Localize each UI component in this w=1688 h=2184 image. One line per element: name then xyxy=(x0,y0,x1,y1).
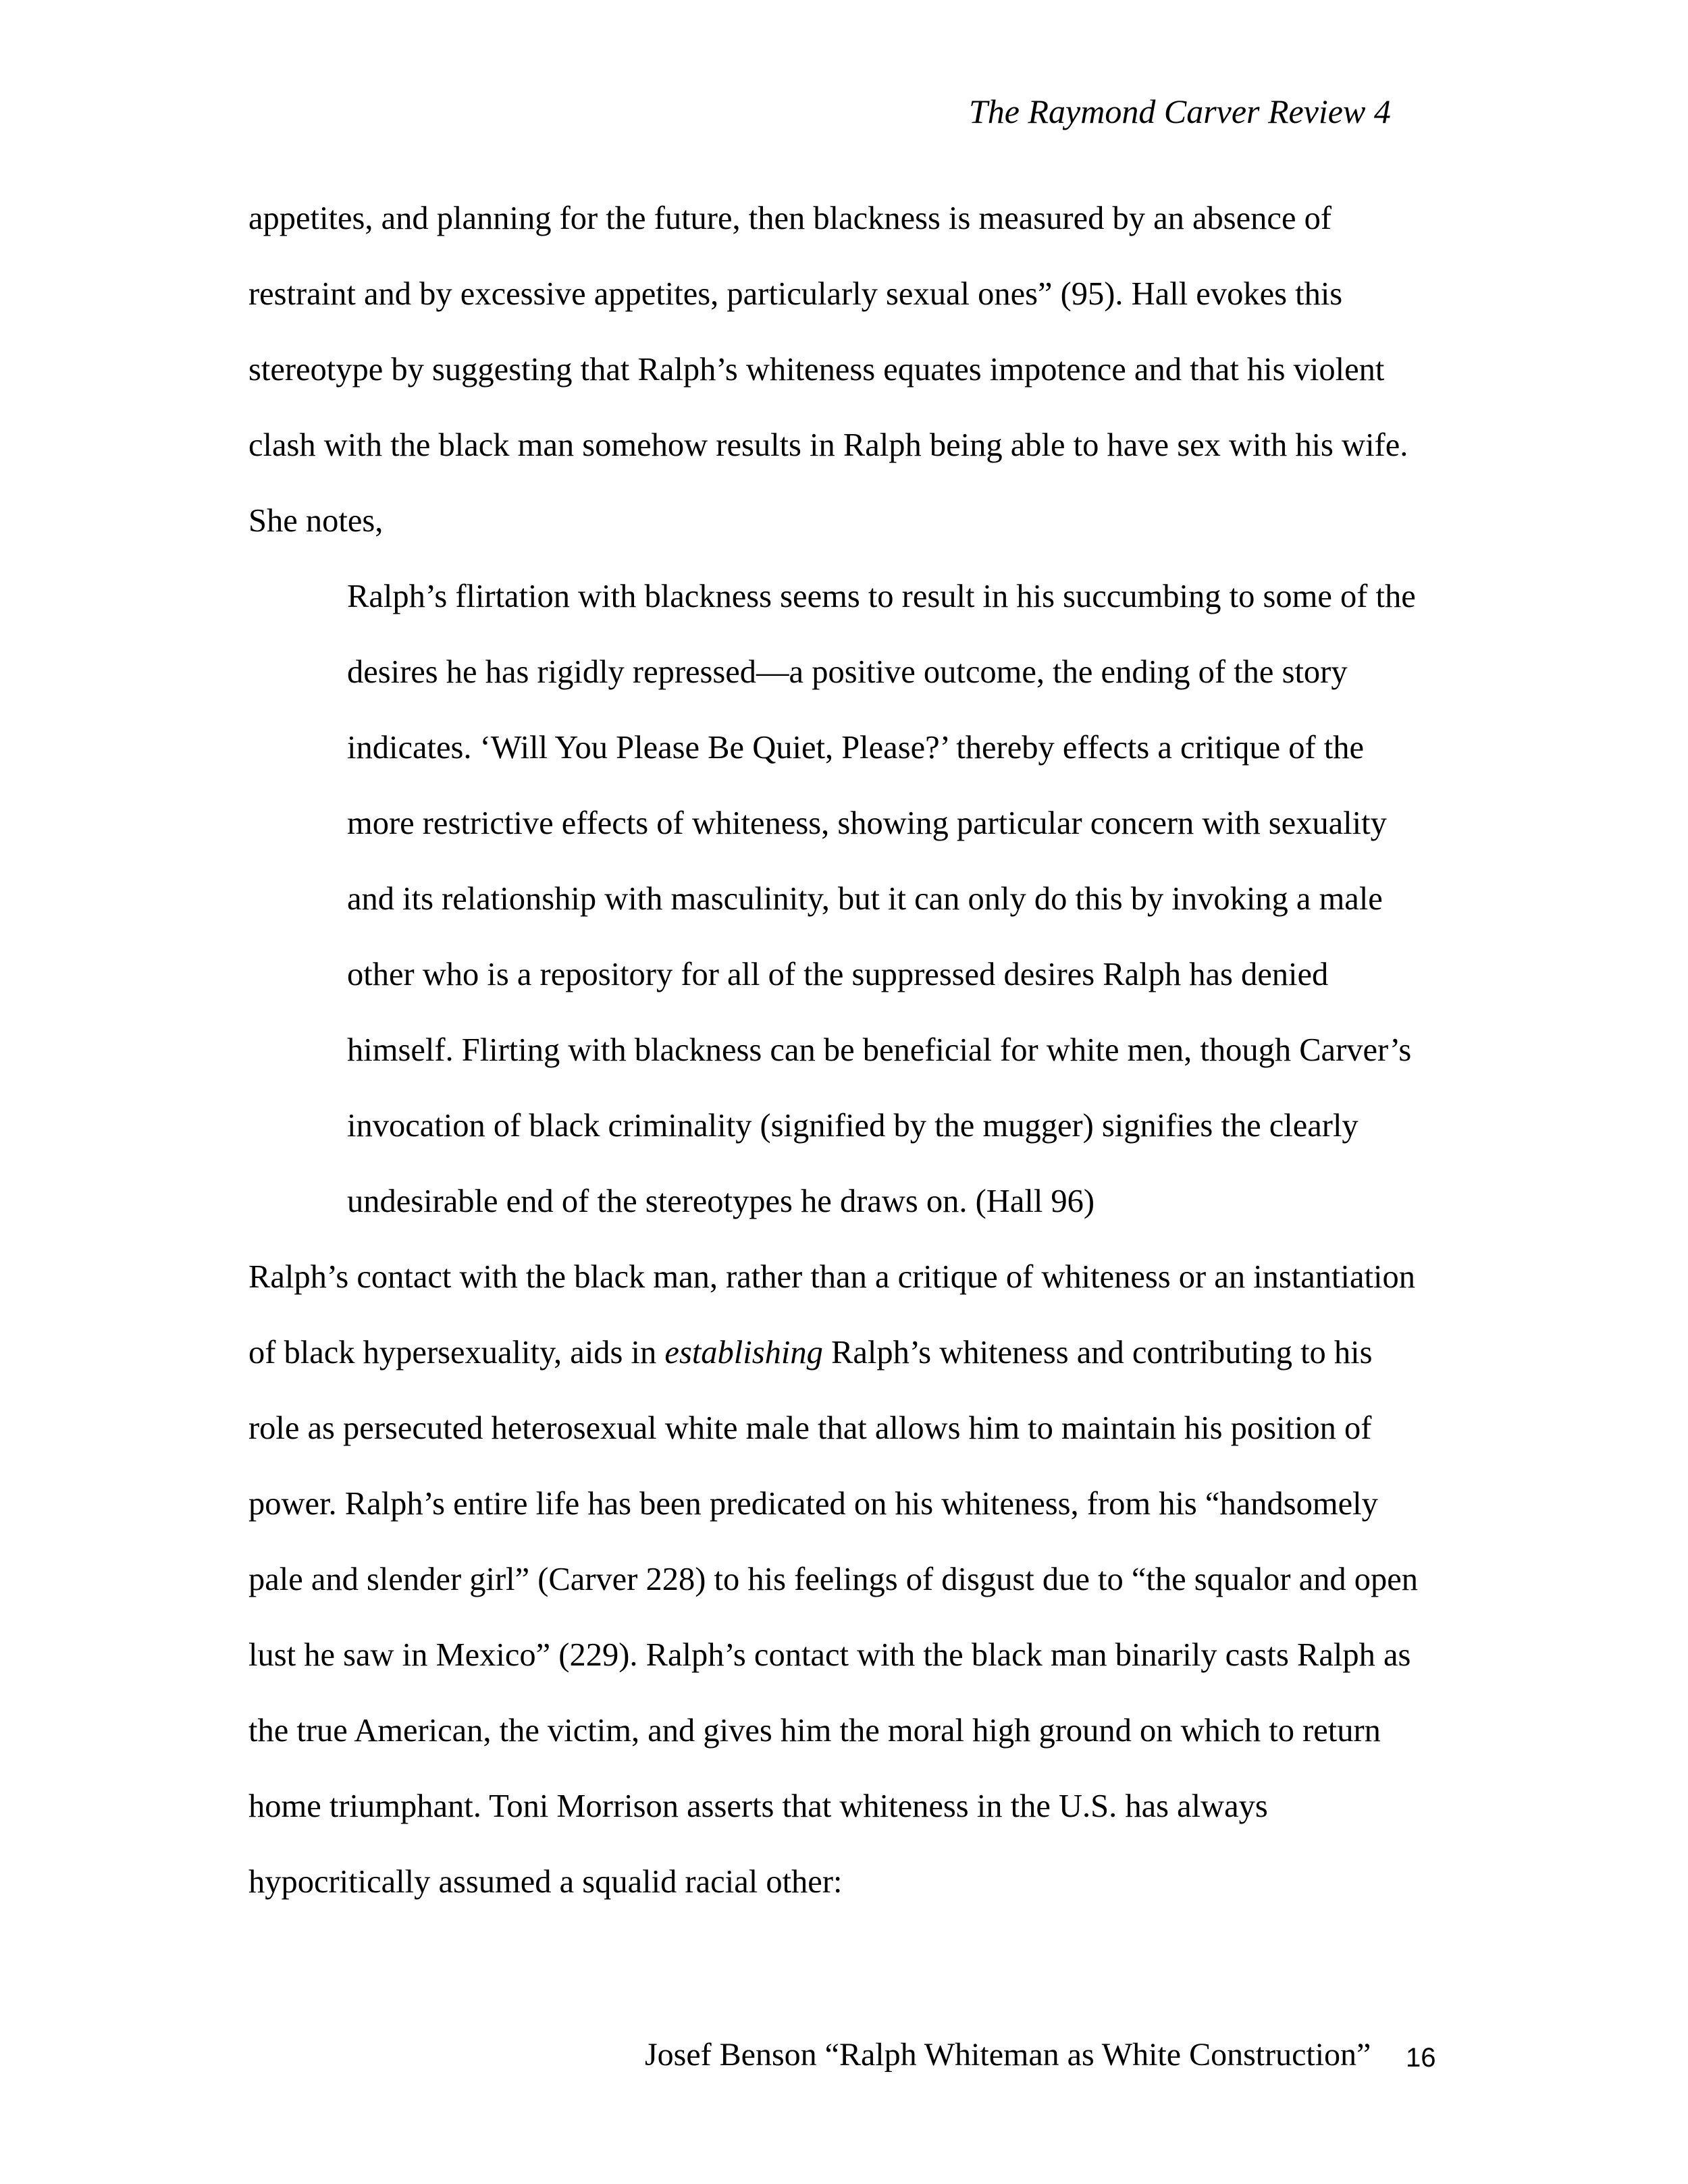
body-text-line: hypocritically assumed a squalid racial other: xyxy=(248,1864,843,1900)
body-text-line: role as persecuted heterosexual white male that allows him to maintain his position of xyxy=(248,1410,1372,1446)
italic-emphasis: establishing xyxy=(664,1335,823,1370)
running-head: The Raymond Carver Review 4 xyxy=(969,92,1391,130)
block-quote-line: undesirable end of the stereotypes he draws on. (Hall 96) xyxy=(347,1183,1095,1219)
body-text-segment: Ralph’s whiteness and contributing to his xyxy=(822,1335,1373,1370)
block-quote-line: and its relationship with masculinity, but it can only do this by invoking a male xyxy=(347,881,1383,917)
block-quote-line: other who is a repository for all of the suppressed desires Ralph has denied xyxy=(347,957,1329,992)
body-text-line: appetites, and planning for the future, then blackness is measured by an absence of xyxy=(248,201,1332,236)
page-number: 16 xyxy=(1406,2043,1436,2073)
block-quote-line: himself. Flirting with blackness can be beneficial for white men, though Carver’s xyxy=(347,1032,1412,1068)
block-quote-line: more restrictive effects of whiteness, showing particular concern with sexuality xyxy=(347,805,1387,841)
body-text-line: She notes, xyxy=(248,503,384,539)
body-text-line: lust he saw in Mexico” (229). Ralph’s contact with the black man binarily casts Ralph as xyxy=(248,1637,1411,1673)
body-text-line: power. Ralph’s entire life has been predicated on his whiteness, from his “handsomely xyxy=(248,1486,1378,1522)
body-text-segment: of black hypersexuality, aids in xyxy=(248,1335,665,1370)
body-text-line: restraint and by excessive appetites, particularly sexual ones” (95). Hall evokes this xyxy=(248,276,1343,312)
body-text-line: stereotype by suggesting that Ralph’s whiteness equates impotence and that his violent xyxy=(248,352,1385,388)
block-quote-line: invocation of black criminality (signified by the mugger) signifies the clearly xyxy=(347,1108,1359,1144)
block-quote-line: desires he has rigidly repressed—a positive outcome, the ending of the story xyxy=(347,654,1348,690)
footer-citation: Josef Benson “Ralph Whiteman as White Construction” xyxy=(645,2037,1371,2073)
body-text-line: clash with the black man somehow results in Ralph being able to have sex with his wife. xyxy=(248,427,1408,463)
body-text-line: home triumphant. Toni Morrison asserts that whiteness in the U.S. has always xyxy=(248,1788,1268,1824)
block-quote-line: Ralph’s flirtation with blackness seems to result in his succumbing to some of the xyxy=(347,579,1416,614)
body-text-line xyxy=(248,1337,1373,1370)
body-text-line: the true American, the victim, and gives him the moral high ground on which to return xyxy=(248,1713,1381,1749)
body-text-line: pale and slender girl” (Carver 228) to his feelings of disgust due to “the squalor and open xyxy=(248,1562,1419,1597)
block-quote-line: indicates. ‘Will You Please Be Quiet, Please?’ thereby effects a critique of the xyxy=(347,730,1365,766)
body-text-line: Ralph’s contact with the black man, rather than a critique of whiteness or an instantiation xyxy=(248,1259,1415,1295)
